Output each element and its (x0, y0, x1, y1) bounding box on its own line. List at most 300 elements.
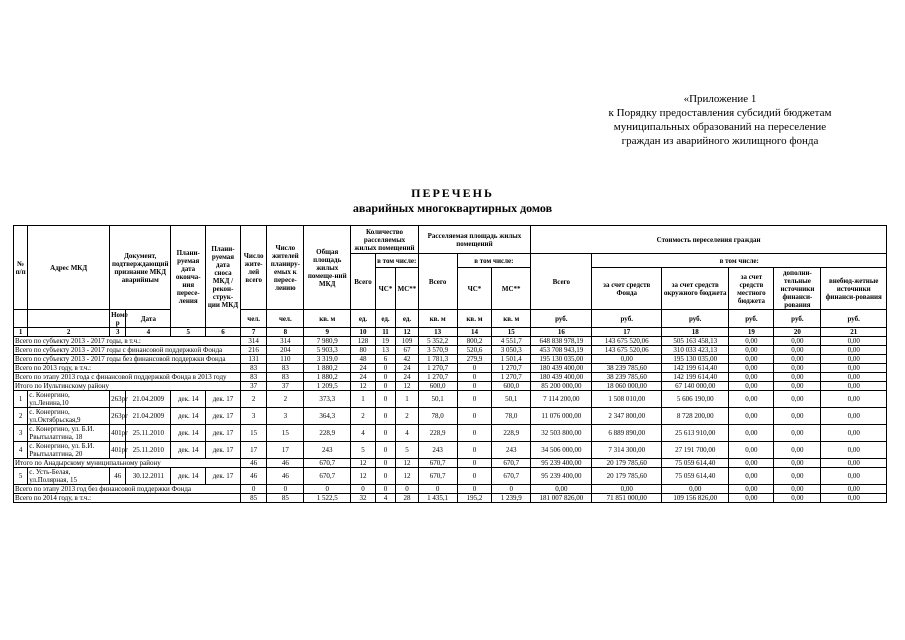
table-cell: 0,00 (821, 382, 887, 391)
table-cell: 109 (396, 337, 419, 346)
table-cell: 5 903,3 (304, 346, 351, 355)
document-title: ПЕРЕЧЕНЬ (411, 186, 494, 200)
appendix-line-1: «Приложение 1 (683, 93, 757, 105)
table-cell: 83 (240, 364, 267, 373)
column-number: 20 (774, 328, 821, 337)
header-residents-planned: Число жителей планиру-емых к пересе-лению (267, 226, 304, 310)
table-cell: 0 (375, 408, 395, 425)
table-cell: 24 (351, 364, 376, 373)
table-cell: 3 050,3 (492, 346, 531, 355)
planned-demolish: дек. 17 (206, 468, 241, 485)
planned-end: дек. 14 (171, 391, 206, 408)
table-cell: 0,00 (821, 485, 887, 494)
table-cell: 243 (304, 442, 351, 459)
table-cell: 1 (396, 391, 419, 408)
table-cell: 12 (351, 382, 376, 391)
column-number: 8 (267, 328, 304, 337)
header-blank (14, 310, 28, 328)
header-rooms-incl: в том числе: (375, 254, 418, 268)
table-cell: 0,00 (821, 391, 887, 408)
column-number: 17 (592, 328, 662, 337)
document-subtitle: аварийных многоквартирных домов (352, 201, 553, 215)
planned-end: дек. 14 (171, 408, 206, 425)
summary-label: Итого по Иультинскому району (14, 382, 241, 391)
doc-number: 401рг (110, 425, 126, 442)
table-cell: 0,00 (821, 425, 887, 442)
header-additional: дополни-тельные источники финанси-рования (774, 268, 821, 310)
table-cell: 670,7 (304, 459, 351, 468)
table-cell: 204 (267, 346, 304, 355)
table-cell: 0,00 (531, 485, 592, 494)
header-doc-date: Дата (126, 310, 171, 328)
unit-cell: ед. (396, 310, 419, 328)
table-cell: 6 889 890,00 (592, 425, 662, 442)
table-cell: 0,00 (774, 408, 821, 425)
table-cell: 0,00 (729, 364, 774, 373)
table-cell: 1 435,1 (418, 494, 457, 503)
table-cell: 48 (351, 355, 376, 364)
table-cell: 19 (375, 337, 395, 346)
table-cell: 2 (396, 408, 419, 425)
table-cell: 12 (396, 382, 419, 391)
column-number: 7 (240, 328, 267, 337)
header-regional: за счет средств окружного бюджета (661, 268, 728, 310)
header-doc-num: Номе р (111, 310, 128, 327)
table-cell: 0 (457, 408, 492, 425)
header-fund: за счет средств Фонда (592, 268, 662, 310)
table-cell: 0,00 (774, 337, 821, 346)
table-cell: 143 675 520,06 (592, 346, 662, 355)
table-cell: 670,7 (418, 459, 457, 468)
table-cell: 12 (351, 459, 376, 468)
table-cell: 0 (304, 485, 351, 494)
summary-row (14, 373, 887, 382)
row-number: 4 (14, 442, 28, 459)
header-planned-end: Плани-руемая дата оконча-ния пересе-ления (171, 226, 206, 328)
table-cell: 95 239 400,00 (531, 459, 592, 468)
table-cell: 37 (267, 382, 304, 391)
header-residents-total: Число жите-лей всего (240, 226, 267, 310)
table-cell: 279,9 (457, 355, 492, 364)
unit-cell: руб. (531, 310, 592, 328)
header-rooms-chs: ЧС* (375, 268, 395, 310)
summary-row (14, 346, 887, 355)
table-cell: 75 059 614,40 (661, 459, 728, 468)
header-area-group: Расселяемая площадь жилых помещений (418, 226, 530, 254)
table-cell: 195 130 035,00 (531, 355, 592, 364)
table-cell: 0,00 (821, 459, 887, 468)
table-cell: 670,7 (418, 468, 457, 485)
table-cell: 0,00 (774, 382, 821, 391)
table-cell: 50,1 (418, 391, 457, 408)
table-cell: 505 163 458,13 (661, 337, 728, 346)
table-cell: 1 880,2 (304, 373, 351, 382)
table-cell: 34 506 000,00 (531, 442, 592, 459)
table-cell: 0 (396, 485, 419, 494)
table-cell: 3 (267, 408, 304, 425)
houses-table (13, 225, 887, 503)
table-cell: 0 (418, 485, 457, 494)
table-cell: 310 033 423,13 (661, 346, 728, 355)
table-cell: 15 (240, 425, 267, 442)
table-cell: 0 (375, 485, 395, 494)
unit-cell: кв. м (457, 310, 492, 328)
table-cell: 17 (267, 442, 304, 459)
table-cell: 0 (457, 459, 492, 468)
planned-end: дек. 14 (171, 468, 206, 485)
table-cell: 1 209,5 (304, 382, 351, 391)
table-cell: 0,00 (774, 468, 821, 485)
table-cell: 0,00 (821, 408, 887, 425)
table-cell: 800,2 (457, 337, 492, 346)
planned-end: дек. 14 (171, 425, 206, 442)
doc-number: 46 (110, 468, 126, 485)
table-cell: 67 (396, 346, 419, 355)
table-cell: 0 (375, 382, 395, 391)
table-cell: 12 (396, 468, 419, 485)
header-cost-incl: в том числе: (592, 254, 887, 268)
header-rooms-total: Всего (351, 254, 376, 310)
table-cell: 670,7 (492, 459, 531, 468)
table-cell: 243 (492, 442, 531, 459)
summary-label: Всего по этапу 2013 год без финансовой поддержки Фонда (14, 485, 241, 494)
summary-label: Всего по 2014 году, в т.ч.: (14, 494, 241, 503)
table-cell: 0,00 (821, 494, 887, 503)
table-cell: 0,00 (821, 346, 887, 355)
table-cell: 0 (375, 364, 395, 373)
unit-cell: руб. (729, 310, 774, 328)
summary-row (14, 364, 887, 373)
table-cell: 1 880,2 (304, 364, 351, 373)
table-cell: 27 191 700,00 (661, 442, 728, 459)
summary-label: Всего по этапу 2013 года с финансовой поддержкой Фонда в 2013 году (14, 373, 241, 382)
table-cell: 13 (375, 346, 395, 355)
summary-row (14, 337, 887, 346)
table-cell: 20 179 785,60 (592, 468, 662, 485)
table-cell: 142 199 614,40 (661, 364, 728, 373)
column-number: 19 (729, 328, 774, 337)
table-cell: 24 (351, 373, 376, 382)
table-cell: 0 (375, 425, 395, 442)
table-cell: 453 708 943,19 (531, 346, 592, 355)
unit-cell: руб. (661, 310, 728, 328)
table-cell: 12 (351, 468, 376, 485)
table-cell: 314 (240, 337, 267, 346)
table-cell: 0,00 (729, 373, 774, 382)
summary-row (14, 494, 887, 503)
table-cell: 0 (457, 442, 492, 459)
table-cell: 46 (240, 459, 267, 468)
table-cell: 75 059 614,40 (661, 468, 728, 485)
summary-label: Всего по субъекту 2013 - 2017 годы без финансовой поддержки Фонда (14, 355, 241, 364)
table-cell: 1 508 010,00 (592, 391, 662, 408)
table-cell: 1 270,7 (492, 364, 531, 373)
table-cell: 24 (396, 373, 419, 382)
table-cell: 0,00 (729, 468, 774, 485)
table-cell: 0 (457, 364, 492, 373)
table-cell: 5 352,2 (418, 337, 457, 346)
summary-row (14, 485, 887, 494)
unit-cell: руб. (774, 310, 821, 328)
table-cell: 0 (240, 485, 267, 494)
table-cell: 0,00 (592, 485, 662, 494)
table-cell: 37 (240, 382, 267, 391)
column-number: 9 (304, 328, 351, 337)
table-cell: 50,1 (492, 391, 531, 408)
table-cell: 5 606 190,00 (661, 391, 728, 408)
table-cell: 0,00 (729, 346, 774, 355)
table-cell: 648 838 978,19 (531, 337, 592, 346)
doc-date: 21.04.2009 (126, 391, 171, 408)
column-number: 2 (28, 328, 110, 337)
table-cell: 0,00 (821, 355, 887, 364)
table-cell: 3 319,0 (304, 355, 351, 364)
table-cell: 0,00 (774, 459, 821, 468)
table-cell: 5 (396, 442, 419, 459)
table-cell: 0 (457, 468, 492, 485)
unit-cell: ед. (375, 310, 395, 328)
table-cell: 0,00 (774, 364, 821, 373)
table-cell: 85 (240, 494, 267, 503)
doc-number: 263рг (110, 408, 126, 425)
header-address: Адрес МКД (28, 226, 110, 310)
summary-label: Всего по субъекту 2013 - 2017 годы, в т.ч.: (14, 337, 241, 346)
column-number: 6 (206, 328, 241, 337)
table-cell: 0,00 (774, 442, 821, 459)
table-cell: 11 076 000,00 (531, 408, 592, 425)
table-cell: 4 (351, 425, 376, 442)
table-cell: 4 551,7 (492, 337, 531, 346)
table-cell: 110 (267, 355, 304, 364)
table-cell: 364,3 (304, 408, 351, 425)
table-cell: 1 270,7 (492, 373, 531, 382)
table-cell: 195,2 (457, 494, 492, 503)
planned-demolish: дек. 17 (206, 425, 241, 442)
table-cell: 0,00 (774, 391, 821, 408)
header-planned-demolish: Плани-руемая дата сноса МКД / рекон-струк-ции МКД (206, 226, 241, 328)
column-number: 3 (110, 328, 126, 337)
table-cell: 2 347 800,00 (592, 408, 662, 425)
table-cell: 71 851 000,00 (592, 494, 662, 503)
table-cell: 314 (267, 337, 304, 346)
table-cell: 2 (240, 391, 267, 408)
table-cell: 2 (351, 408, 376, 425)
header-cost-group: Стоимость переселения граждан (531, 226, 887, 254)
table-cell: 0,00 (729, 382, 774, 391)
table-cell: 109 156 826,00 (661, 494, 728, 503)
table-cell: 0,00 (774, 373, 821, 382)
header-rooms-ms: МС** (396, 268, 419, 310)
column-number: 16 (531, 328, 592, 337)
row-number: 1 (14, 391, 28, 408)
header-area-all: Всего (418, 254, 457, 310)
table-cell: 46 (267, 459, 304, 468)
summary-label: Всего по субъекту 2013 - 2017 годы с финансовой поддержкой Фонда (14, 346, 241, 355)
table-cell: 520,6 (457, 346, 492, 355)
table-cell: 1 781,3 (418, 355, 457, 364)
table-cell: 85 200 000,00 (531, 382, 592, 391)
table-cell: 7 980,9 (304, 337, 351, 346)
header-blank (28, 310, 110, 328)
table-cell: 0,00 (774, 355, 821, 364)
table-cell: 143 675 520,06 (592, 337, 662, 346)
unit-cell: ед. (351, 310, 376, 328)
table-cell: 0 (457, 425, 492, 442)
table-cell: 0,00 (729, 425, 774, 442)
column-number: 18 (661, 328, 728, 337)
table-cell: 195 130 035,00 (661, 355, 728, 364)
table-cell: 0 (375, 373, 395, 382)
table-cell: 0,00 (592, 355, 662, 364)
table-cell: 0,00 (729, 485, 774, 494)
column-number: 4 (126, 328, 171, 337)
summary-label: Всего по 2013 году, в т.ч.: (14, 364, 241, 373)
table-cell: 0 (457, 382, 492, 391)
table-cell: 228,9 (418, 425, 457, 442)
table-cell: 1 270,7 (418, 373, 457, 382)
doc-number: 263рг (110, 391, 126, 408)
table-cell: 3 (240, 408, 267, 425)
column-number: 21 (821, 328, 887, 337)
table-cell: 0,00 (729, 337, 774, 346)
table-cell: 1 270,7 (418, 364, 457, 373)
doc-date: 25.11.2010 (126, 442, 171, 459)
table-cell: 181 007 826,00 (531, 494, 592, 503)
table-cell: 20 179 785,60 (592, 459, 662, 468)
table-cell: 670,7 (492, 468, 531, 485)
column-number: 11 (375, 328, 395, 337)
table-cell: 5 (351, 442, 376, 459)
header-local: за счет средств местного бюджета (729, 268, 774, 310)
table-cell: 2 (267, 391, 304, 408)
row-number: 2 (14, 408, 28, 425)
table-cell: 32 (351, 494, 376, 503)
planned-demolish: дек. 17 (206, 391, 241, 408)
table-cell: 4 (396, 425, 419, 442)
table-cell: 7 314 300,00 (592, 442, 662, 459)
table-cell: 1 501,4 (492, 355, 531, 364)
table-cell: 85 (267, 494, 304, 503)
house-address: с. Усть-Белая, ул.Полярная, 15 (28, 468, 110, 485)
house-address: с. Конергино, ул.Октябрьская,9 (28, 408, 110, 425)
table-cell: 180 439 400,00 (531, 373, 592, 382)
table-cell: 0,00 (729, 408, 774, 425)
table-cell: 0 (457, 391, 492, 408)
table-cell: 128 (351, 337, 376, 346)
table-cell: 373,3 (304, 391, 351, 408)
column-number: 13 (418, 328, 457, 337)
table-cell: 7 114 200,00 (531, 391, 592, 408)
table-cell: 0,00 (729, 442, 774, 459)
table-cell: 243 (418, 442, 457, 459)
table-cell: 0 (267, 485, 304, 494)
summary-label: Итого по Анадырскому муниципальному району (14, 459, 241, 468)
table-cell: 0,00 (661, 485, 728, 494)
table-cell: 1 239,9 (492, 494, 531, 503)
table-cell: 24 (396, 364, 419, 373)
table-cell: 228,9 (492, 425, 531, 442)
table-row (14, 408, 887, 425)
table-row (14, 391, 887, 408)
table-cell: 0 (457, 485, 492, 494)
table-cell: 0,00 (821, 442, 887, 459)
unit-cell: кв. м (304, 310, 351, 328)
table-cell: 3 570,9 (418, 346, 457, 355)
table-cell: 216 (240, 346, 267, 355)
table-cell: 0 (375, 459, 395, 468)
header-num: № п/п (14, 226, 28, 310)
table-cell: 18 060 000,00 (592, 382, 662, 391)
table-cell: 78,0 (492, 408, 531, 425)
header-area-chs: ЧС* (457, 268, 492, 310)
table-cell: 83 (267, 373, 304, 382)
column-number: 10 (351, 328, 376, 337)
planned-end: дек. 14 (171, 442, 206, 459)
table-cell: 46 (240, 468, 267, 485)
header-area-ms: МС** (492, 268, 531, 310)
table-cell: 46 (267, 468, 304, 485)
table-cell: 0,00 (774, 346, 821, 355)
table-cell: 83 (240, 373, 267, 382)
column-number: 1 (14, 328, 28, 337)
header-document: Документ, подтверждающий признание МКД аварийным (110, 226, 171, 310)
header-offbudget: внебюд-жетные источники финанси-рования (821, 268, 887, 310)
house-address: с. Конергино, ул.Ленина,10 (28, 391, 110, 408)
table-cell: 28 (396, 494, 419, 503)
table-cell: 0 (375, 468, 395, 485)
table-cell: 12 (396, 459, 419, 468)
table-cell: 67 140 000,00 (661, 382, 728, 391)
table-cell: 95 239 400,00 (531, 468, 592, 485)
appendix-line-4: граждан из аварийного жилищного фонда (621, 135, 819, 147)
table-cell: 80 (351, 346, 376, 355)
table-cell: 0,00 (821, 337, 887, 346)
table-cell: 78,0 (418, 408, 457, 425)
table-cell: 0 (351, 485, 376, 494)
header-area-incl: в том числе: (457, 254, 531, 268)
table-cell: 0,00 (821, 364, 887, 373)
row-number: 3 (14, 425, 28, 442)
table-cell: 0,00 (729, 391, 774, 408)
table-cell: 42 (396, 355, 419, 364)
row-number: 5 (14, 468, 28, 485)
summary-row (14, 382, 887, 391)
table-cell: 0 (375, 391, 395, 408)
planned-demolish: дек. 17 (206, 442, 241, 459)
table-cell: 4 (375, 494, 395, 503)
table-cell: 600,0 (492, 382, 531, 391)
planned-demolish: дек. 17 (206, 408, 241, 425)
table-cell: 0,00 (774, 425, 821, 442)
doc-date: 25.11.2010 (126, 425, 171, 442)
table-cell: 142 199 614,40 (661, 373, 728, 382)
doc-date: 21.04.2009 (126, 408, 171, 425)
unit-cell: чел. (267, 310, 304, 328)
table-cell: 0,00 (774, 485, 821, 494)
column-number: 12 (396, 328, 419, 337)
table-row (14, 425, 887, 442)
table-cell: 0,00 (729, 355, 774, 364)
table-cell: 1 (351, 391, 376, 408)
unit-cell: руб. (821, 310, 887, 328)
table-cell: 0,00 (729, 459, 774, 468)
table-cell: 83 (267, 364, 304, 373)
table-cell: 670,7 (304, 468, 351, 485)
column-number: 5 (171, 328, 206, 337)
summary-row (14, 355, 887, 364)
table-row (14, 442, 887, 459)
column-number: 14 (457, 328, 492, 337)
